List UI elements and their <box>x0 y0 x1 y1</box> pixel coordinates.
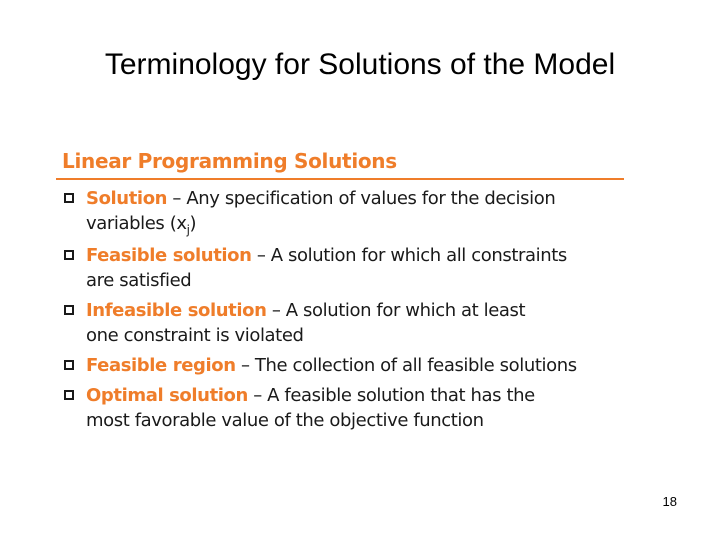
term-name: Solution <box>86 188 168 209</box>
term-description: – Any specification of values for the decision variables (x <box>86 188 556 234</box>
slide-title: Terminology for Solutions of the Model <box>104 48 616 81</box>
term-description: – A feasible solution that has the most favorable value of the objective function <box>86 385 535 431</box>
list-item-feasible-region <box>56 353 606 378</box>
term-name: Feasible solution <box>86 245 252 266</box>
square-bullet-icon <box>64 305 74 315</box>
square-bullet-icon <box>64 360 74 370</box>
term-subscript: j <box>186 223 190 237</box>
square-bullet-icon <box>64 250 74 260</box>
list-item-feasible-solution <box>56 243 596 293</box>
list-item-optimal-solution <box>56 383 581 433</box>
term-description-suffix: ) <box>189 213 197 234</box>
square-bullet-icon <box>64 390 74 400</box>
linear-programming-solutions-panel <box>56 146 626 438</box>
square-bullet-icon <box>64 193 74 203</box>
term-description: – A solution for which at least one constraint is violated <box>86 300 526 346</box>
page-number: 18 <box>662 494 677 509</box>
term-description: – The collection of all feasible solutions <box>235 355 577 376</box>
heading-divider <box>56 178 624 180</box>
term-name: Infeasible solution <box>86 300 267 321</box>
term-description: – A solution for which all constraints are satisfied <box>86 245 567 291</box>
term-list <box>56 186 626 433</box>
panel-heading: Linear Programming Solutions <box>62 149 397 173</box>
term-name: Optimal solution <box>86 385 248 406</box>
term-name: Feasible region <box>86 355 236 376</box>
list-item-infeasible-solution <box>56 298 561 348</box>
list-item-solution <box>56 186 566 238</box>
